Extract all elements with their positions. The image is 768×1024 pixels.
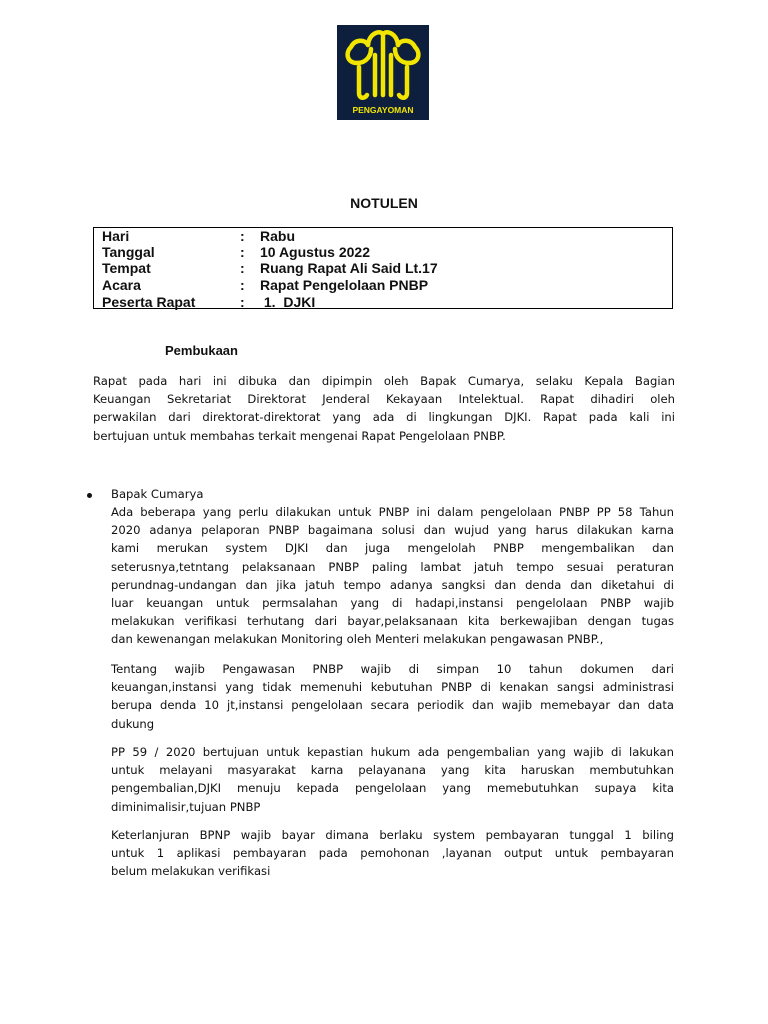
pengayoman-logo xyxy=(337,25,429,120)
discussion-paragraph-4 xyxy=(111,826,674,881)
paragraph-line: pengembalian,DJKI menuju kepada pengelolaan yang memebutuhkan supaya kita xyxy=(111,781,674,796)
info-label: Peserta Rapat xyxy=(102,294,196,310)
info-colon: : xyxy=(240,260,245,276)
paragraph-line: dukung xyxy=(111,716,155,731)
paragraph-line: dan kewenangan melakukan Monitoring oleh Menteri melakukan pengawasan PNBP., xyxy=(111,632,604,647)
info-colon: : xyxy=(240,277,245,293)
paragraph-line: untuk melayani masyarakat karna pelayanana yang kita haruskan membutuhkan xyxy=(111,763,674,778)
paragraph-line: bertujuan untuk membahas terkait mengenai Rapat Pengelolaan PNBP. xyxy=(93,428,506,443)
paragraph-line: PP 59 / 2020 bertujuan untuk kepastian hukum ada pengembalian yang wajib di lakukan xyxy=(111,745,674,759)
info-label: Tanggal xyxy=(102,244,155,260)
paragraph-line: Keterlanjuran BPNP wajib bayar dimana berlaku system pembayaran tunggal 1 biling xyxy=(111,828,674,842)
section-heading-opening: Pembukaan xyxy=(165,343,238,358)
paragraph-line: Rapat pada hari ini dibuka dan dipimpin oleh Bapak Cumarya, selaku Kepala Bagian xyxy=(93,374,675,388)
pengayoman-emblem xyxy=(337,25,429,120)
bullet-icon xyxy=(87,493,92,498)
paragraph-line: luar keuangan untuk permsalahan yang di hadapi,instansi pengelolaan PNBP wajib xyxy=(111,596,674,611)
discussion-paragraph-3 xyxy=(111,743,674,816)
paragraph-line: perwakilan dari direktorat-direktorat yang ada di lingkungan DJKI. Rapat pada kali ini xyxy=(93,410,675,425)
info-label: Acara xyxy=(102,277,141,293)
paragraph-line: melakukan verifikasi terhutang dari bayar,pelaksanaan kita berkewajiban dengan tugas xyxy=(111,614,674,629)
info-value: Ruang Rapat Ali Said Lt.17 xyxy=(260,260,438,276)
discussion-paragraph-2 xyxy=(111,660,674,733)
paragraph-line: kami merukan system DJKI dan juga mengelolah PNBP mengembalikan dan xyxy=(111,541,674,556)
paragraph-line: berupa denda 10 jt,instansi pengelolaan secara periodik dan wajib memebayar dan data xyxy=(111,698,674,713)
paragraph-line: diminimalisir,tujuan PNBP xyxy=(111,799,261,814)
paragraph-line: keuangan,instansi yang tidak memenuhi kebutuhan PNBP di kenakan sangsi administrasi xyxy=(111,680,674,695)
info-label: Hari xyxy=(102,228,130,244)
info-colon: : xyxy=(240,228,245,244)
paragraph-line: belum melakukan verifikasi xyxy=(111,864,271,879)
info-value: Rabu xyxy=(260,228,295,244)
document-title: NOTULEN xyxy=(350,195,418,211)
info-colon: : xyxy=(240,294,245,310)
info-value: Rapat Pengelolaan PNBP xyxy=(260,277,429,293)
meeting-info-table xyxy=(93,227,673,309)
speaker-name: Bapak Cumarya xyxy=(111,487,204,501)
info-value: 1. DJKI xyxy=(260,294,316,310)
info-label: Tempat xyxy=(102,260,151,276)
paragraph-line: Keuangan Sekretariat Direktorat Jenderal Kekayaan Intelektual. Rapat dihadiri oleh xyxy=(93,392,675,407)
info-value: 10 Agustus 2022 xyxy=(260,244,370,260)
logo-text: PENGAYOMAN xyxy=(352,105,414,115)
paragraph-line: perundnag-undangan dan jika jatuh tempo adanya sangksi dan denda dan diketahui di xyxy=(111,577,674,592)
discussion-paragraph-1 xyxy=(111,503,674,649)
opening-paragraph xyxy=(93,372,675,445)
paragraph-line: seterusnya,tetntang pelaksanaan PNBP paling lambat jatuh tempo sesuai peraturan xyxy=(111,559,674,574)
paragraph-line: 2020 adanya pelaporan PNBP bagaimana solusi dan wujud yang harus dilakukan karna xyxy=(111,523,674,538)
info-colon: : xyxy=(240,244,245,260)
paragraph-line: untuk 1 aplikasi pembayaran pada pemohonan ,layanan output untuk pembayaran xyxy=(111,846,674,861)
paragraph-line: Tentang wajib Pengawasan PNBP wajib di simpan 10 tahun dokumen dari xyxy=(111,662,674,676)
paragraph-line: Ada beberapa yang perlu dilakukan untuk PNBP ini dalam pengelolaan PNBP PP 58 Tahun xyxy=(111,505,674,519)
